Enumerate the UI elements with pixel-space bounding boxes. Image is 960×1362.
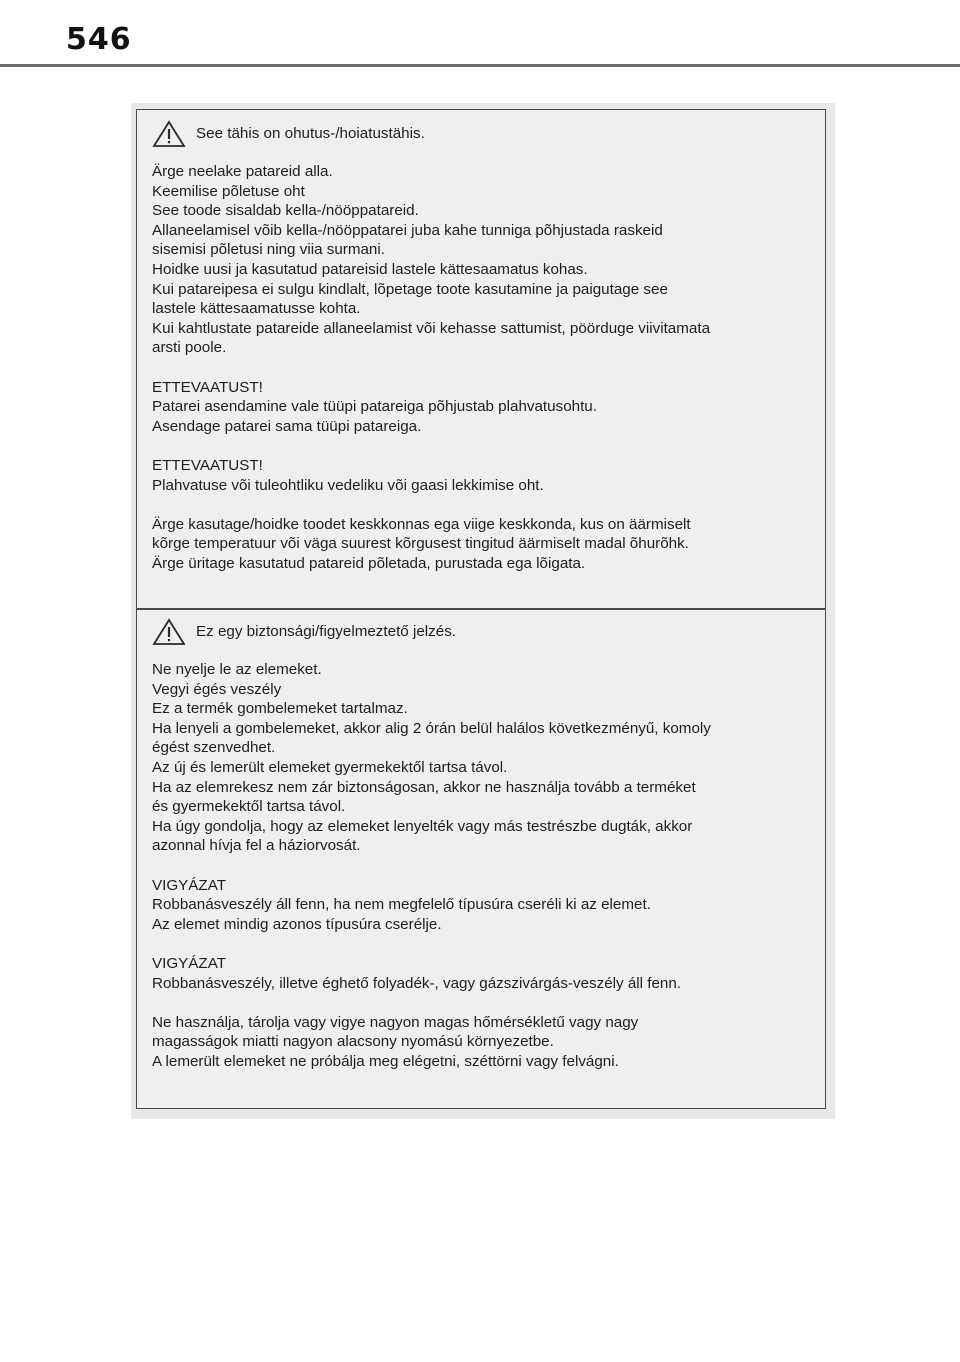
text-line: Ne használja, tárolja vagy vigye nagyon magas hőmérsékletű vagy nagy [152,1013,639,1031]
text-line: sisemisi põletusi ning viia surmani. [152,241,385,259]
text-line: Az elemet mindig azonos típusúra cserélje. [152,915,442,933]
text-line: azonnal hívja fel a háziorvosát. [152,837,361,855]
estonian-block-replacement [152,378,817,437]
text-line: Ez a termék gombelemeket tartalmaz. [152,700,408,718]
text-line: Ne nyelje le az elemeket. [152,661,322,678]
warning-notice-box [136,109,826,1109]
text-line: magasságok miatti nagyon alacsony nyomású környezetbe. [152,1033,554,1051]
caution-heading: VIGYÁZAT [152,954,226,972]
caution-heading: ETTEVAATUST! [152,378,263,396]
text-line: Ha lenyeli a gombelemeket, akkor alig 2 órán belül halálos következményű, komoly [152,719,711,737]
text-line: Ha az elemrekesz nem zár biztonságosan, akkor ne használja tovább a terméket [152,778,696,796]
text-line: Robbanásveszély áll fenn, ha nem megfelelő típusúra cseréli ki az elemet. [152,896,651,914]
text-line: Az új és lemerült elemeket gyermekektől tartsa távol. [152,758,508,776]
hungarian-block-replacement [152,876,817,935]
text-line: kõrge temperatuur või väga suurest kõrgusest tingitud äärmiselt madal õhurõhk. [152,535,689,553]
text-line: és gyermekektől tartsa távol. [152,798,346,816]
caution-heading: VIGYÁZAT [152,876,226,894]
text-line: Ärge üritage kasutatud patareid põletada, purustada ega lõigata. [152,554,586,572]
estonian-block-leakage [152,456,817,495]
text-line: arsti poole. [152,339,227,357]
text-line: Kui kahtlustate patareide allaneelamist või kehasse sattumist, pöörduge viivitamata [152,319,711,337]
hungarian-symbol-header [152,618,817,646]
text-line: Ärge neelake patareid alla. [152,163,333,180]
estonian-block-ingestion [152,162,817,358]
text-line: lastele kättesaamatusse kohta. [152,300,361,318]
estonian-warning-section [137,120,825,573]
hungarian-symbol-note: Ez egy biztonsági/figyelmeztető jelzés. [196,623,457,641]
text-line: Kui patareipesa ei sulgu kindlalt, lõpetage toote kasutamine ja paigutage see [152,280,668,298]
estonian-block-environment [152,515,817,574]
estonian-symbol-note: See tähis on ohutus-/hoiatustähis. [196,125,425,143]
text-line: See toode sisaldab kella-/nööppatareid. [152,202,419,220]
caution-heading: ETTEVAATUST! [152,456,263,474]
text-line: Hoidke uusi ja kasutatud patareisid lastele kättesaamatus kohas. [152,260,588,278]
text-line: Vegyi égés veszély [152,680,282,698]
text-line: Keemilise põletuse oht [152,182,305,200]
header-rule [0,64,960,67]
hungarian-block-leakage [152,954,817,993]
text-line: Ha úgy gondolja, hogy az elemeket lenyelték vagy más testrészbe dugták, akkor [152,817,693,835]
text-line: Asendage patarei sama tüüpi patareiga. [152,417,422,435]
warning-triangle-icon [152,618,186,646]
text-line: A lemerült elemeket ne próbálja meg elégetni, széttörni vagy felvágni. [152,1052,619,1070]
hungarian-block-environment [152,1013,817,1072]
text-line: Plahvatuse või tuleohtliku vedeliku või gaasi lekkimise oht. [152,476,544,494]
page-number: 546 [66,22,132,57]
hungarian-warning-section [137,618,825,1071]
scanned-warning-label [131,103,835,1119]
text-line: égést szenvedhet. [152,739,276,757]
hungarian-block-ingestion [152,660,817,856]
text-line: Patarei asendamine vale tüüpi patareiga põhjustab plahvatusohtu. [152,398,597,416]
text-line: Allaneelamisel võib kella-/nööppatarei juba kahe tunniga põhjustada raskeid [152,221,663,239]
section-divider [137,608,825,610]
text-line: Ärge kasutage/hoidke toodet keskkonnas ega viige keskkonda, kus on äärmiselt [152,515,691,533]
text-line: Robbanásveszély, illetve éghető folyadék-, vagy gázszivárgás-veszély áll fenn. [152,974,682,992]
warning-triangle-icon [152,120,186,148]
estonian-symbol-header [152,120,817,148]
